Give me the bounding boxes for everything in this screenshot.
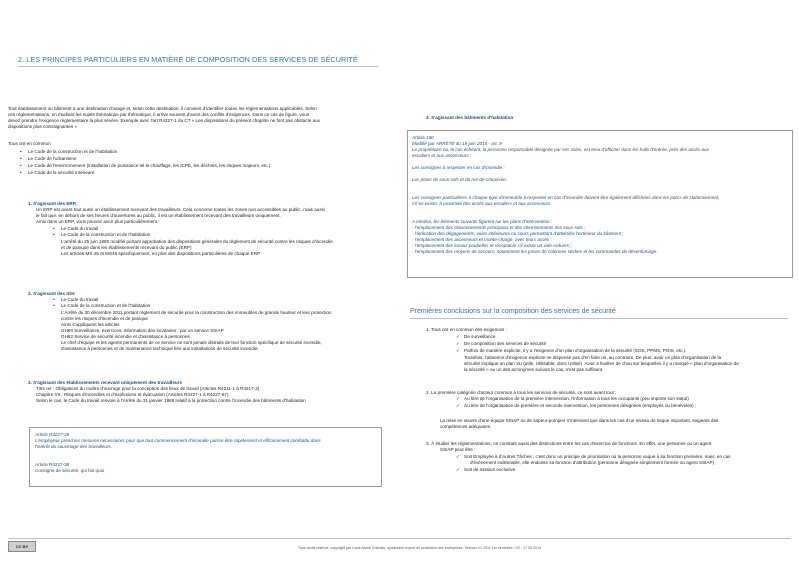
- conclusions-divider: [410, 318, 788, 319]
- box-line: s'il en existe, à proximité des accès aux escaliers et aux ascenseurs.: [412, 201, 552, 206]
- erp-title: 1. S'agissant des ERP,: [28, 201, 77, 206]
- igh-detail: Ainsi s'appliquent les articles: [61, 322, 120, 327]
- box-line: - l'indication des dégagements, voies intérieures ou cours permettant d'atteindre l'extérieur du bâtiment ;: [412, 231, 624, 236]
- igh-detail: Le chef d'équipe et les agents permanents de ce service ne sont jamais distraits de leur fonction spécifique de sécurité incendie,: [61, 340, 322, 345]
- box-line: Les consignes à respecter en cas d'incendie ;: [412, 165, 505, 170]
- check-item: ✓ Au titre de l'organisation de la première intervention, l'information à tous les occupants (peu importe son statut): [464, 396, 689, 402]
- box-line: Article R4227-28: [35, 432, 70, 437]
- intro-line: Tout établissement ou bâtiment à une destination d'usage et, selon cette destination, il convient d'identifier toutes les réglementations applicables. Selon: [8, 106, 317, 111]
- check-item: ✓ Soit de mission exclusive: [464, 467, 515, 473]
- list-item: • Le Code de l'urbanisme: [28, 156, 76, 162]
- igh-title: 2. S'agissant des IGH: [28, 291, 75, 296]
- workers-line: Chapitre VII : Risques d'incendies et d'explosions et évacuation (Articles R4227-1 à R4227-57): [36, 392, 229, 397]
- erp-line: le fait que, en dehors de ses heures d'ouvertures au public, il est un établissement recevant des travailleurs uniquement.: [36, 213, 281, 218]
- check-item: ✓ Au titre de l'organisation de première et seconde intervention, les personnes désignées (employés ou bénévoles) ;: [464, 403, 696, 409]
- list-item: • Le Code de la sécurité intérieure: [28, 170, 94, 176]
- intro-line: ces réglementations, en étudiant les sujets thématique par thématique, il arrive souvent d'avoir des conflits d'exigences. Dans ce cas de figure, vous: [8, 112, 310, 117]
- conclusion-detail: Toutefois, l'absence d'exigence explicite ne dispense pas d'en faire un, au contraire. De plus, avoir un plan d'organisation de la: [464, 355, 722, 360]
- box-line: Le propriétaire ou, le cas échéant, la personne responsable désignée par ses soins, est tenu d'afficher dans les halls d'entrée, près des accès aux: [412, 147, 709, 152]
- conclusion-detail: La mise en œuvre d'une équipe SSIAP ou de sapeur-pompier n'intervient que dans les cas d'un niveau de risque important, exigeant des: [440, 418, 719, 423]
- check-item: ✓ Soit Employée à d'Autres Tâches ; c'est donc un principe de priorisation où la personne vaque à sa fonction première, mais, en cas: [464, 454, 730, 460]
- conclusion-detail: sécurité implique un plan 3U (utile, Utilisable, donc Utilisé). Avoir 3 feuilles de chou sur lesquelles il y a marqué « plan d'organisation de: [464, 361, 739, 366]
- box-line: L'employeur prend les mesures nécessaires pour que tout commencement d'incendie puisse être rapidement et efficacement combattu dans: [35, 438, 321, 443]
- box-line: Consigne de sécurité, qui fait quoi: [35, 468, 105, 473]
- article-box-workers: [29, 427, 382, 487]
- conclusions-heading: Premières conclusions sur la composition des services de sécurité: [410, 308, 616, 315]
- conclusion-detail: la sécurité » ou un des acronymes suivant le cas, n'est pas suffisant.: [464, 367, 604, 372]
- common-title: Tous ont en commun: [8, 141, 51, 146]
- erp-detail: Les articles MS 45 et MS46 spécifiquement, en plus des dispositions particulières de chaque ERP: [61, 251, 261, 256]
- igh-detail: GH60 Surveillance, exercices, information des locataires : par un service SSIAP: [61, 328, 224, 333]
- list-item: • Le Code du travail: [61, 226, 98, 232]
- workers-title: 3. S'agissant des établissements recevant uniquement des travailleurs: [28, 380, 183, 385]
- workers-line: Titre Ier : Obligations du maître d'ouvrage pour la conception des lieux de travail (Articles R4211-1 à R4217-2): [36, 386, 260, 391]
- intro-line: dispositions plus contraignantes »: [8, 124, 77, 129]
- section-heading: 2. LES PRINCIPES PARTICULIERS EN MATIÈRE DE COMPOSITION DES SERVICES DE SÉCURITÉ: [18, 55, 358, 64]
- footer-divider: [8, 538, 791, 539]
- box-line: - l'emplacement des locaux poubelles et réceptacle s'il existe un vide-ordures ;: [412, 243, 572, 248]
- box-line: escaliers et aux ascenseurs :: [412, 153, 472, 158]
- box-line: Les plans de sous-sols et du rez-de-chaussée;: [412, 177, 507, 182]
- list-item: • Le Code de la construction et de l'habitation: [28, 149, 117, 155]
- box-line: Article 100: [412, 135, 434, 140]
- box-line: Les consignes particulières à chaque type d'immeuble à respecter en cas d'incendie doivent être également affichées dans les parcs de stationnement,: [412, 195, 720, 200]
- igh-detail: GH62 Service de sécurité incendie et d'assistance à personnes: [61, 334, 190, 339]
- box-line: - l'emplacement des cloisonnements principaux et des cheminements des sous-sols ;: [412, 225, 586, 230]
- conclusion-2-title: 2. La première catégorie d'acteur commun à tous les services de sécurité, ce sont avant tout :: [426, 390, 617, 395]
- igh-detail: contre les risques d'incendie et de panique: [61, 316, 148, 321]
- conclusion-3-title: 3. À étudier les réglementations, on constate aussi des distinctions entre les cas d'exercice de fonctions. En effet, une personne ou un agent: [426, 441, 712, 446]
- list-item: • Le Code du travail: [61, 297, 98, 303]
- check-item: ✓ Parfois de manière explicite, il y a l'exigence d'un plan d'organisation de la sécurité (SOS, PPMS, POIS, etc.).: [464, 348, 686, 354]
- cc-license-badge: CC BY: [8, 541, 36, 552]
- igh-detail: d'assistance à personnes et de maintenance technique liée aux installations de sécurité incendie.: [61, 346, 259, 351]
- workers-line: Selon le cas, le Code du travail renvoie à l'Arrêté du 31 janvier 1986 relatif à la protection contre l'incendie des bâtiments d'habitation: [36, 398, 306, 403]
- box-line: A minima, les éléments suivants figurent sur les plans d'intervention :: [412, 219, 553, 224]
- habitation-title: 4. S'agissant des bâtiments d'habitation: [426, 115, 514, 120]
- intro-line: devez prendre l'exigence réglementaire la plus sévère. Exemple avec l'art R4227-1 du CT « Les dispositions du présent chapitre ne font pas obstacle aux: [8, 118, 320, 123]
- box-line: l'intérêt du sauvetage des travailleurs.: [35, 444, 112, 449]
- check-item: ✓ De surveillance: [464, 334, 495, 340]
- check-item: ✓ De composition des services de sécurité: [464, 341, 546, 347]
- erp-line: Ainsi dans un ERP, vous pouvez avoir plus particulièrement :: [36, 219, 160, 224]
- list-item: • Le Code de la construction et de l'habitation: [61, 303, 150, 309]
- list-item: • Le Code de l'environnement (installation de puissance tel le chauffage, les ICPE, les déchets, les risques majeurs, etc.): [28, 163, 270, 169]
- conclusion-detail: compétences adéquates.: [440, 424, 492, 429]
- box-line: Modifié par ARRÊTÉ du 19 juin 2015 - art. 9: [412, 141, 502, 146]
- erp-detail: et de panique dans les établissements recevant du public (ERP): [61, 245, 192, 250]
- conclusion-detail: d'événement indésirable, elle endosse sa fonction d'attribution (personne désignée simplement formée ou agent SSIAP): [470, 460, 715, 465]
- igh-detail: L'Arrêté du 30 décembre 2011 portant règlement de sécurité pour la construction des immeubles de grande hauteur et leur protection: [61, 310, 332, 315]
- list-item: • Le Code de la construction et de l'habitation: [61, 232, 150, 238]
- box-line: Article R4227-38: [35, 462, 70, 467]
- conclusion-3-title-cont: SSIAP peut être :: [440, 447, 476, 452]
- box-line: - l'emplacement des ascenseurs et monte-charge, avec leurs accès ;: [412, 237, 552, 242]
- heading-divider: [18, 66, 378, 67]
- footer-copyright: Tous droits réservé, copyright par Louis-Marie Chénais, syndiniden expert en protection des entreprises. Version V1 2011 1er semestre / V2 : 17 05 2014: [298, 546, 542, 550]
- box-line: - l'emplacement des moyens de secours, notamment les prises de colonnes sèches et les commandes de désenfumage.: [412, 249, 658, 254]
- erp-detail: L'arrêté du 25 juin 1980 modifié portant approbation des dispositions générales du règlement de sécurité contre les risques d'incendie: [61, 239, 333, 244]
- erp-line: Un ERP est avant tout aussi un établissement recevant des travailleurs. Cela concerne toutes les zones non accessibles au public, mais aussi: [36, 207, 325, 212]
- conclusion-1-title: 1. Tous ont en commun des exigences :: [426, 327, 507, 332]
